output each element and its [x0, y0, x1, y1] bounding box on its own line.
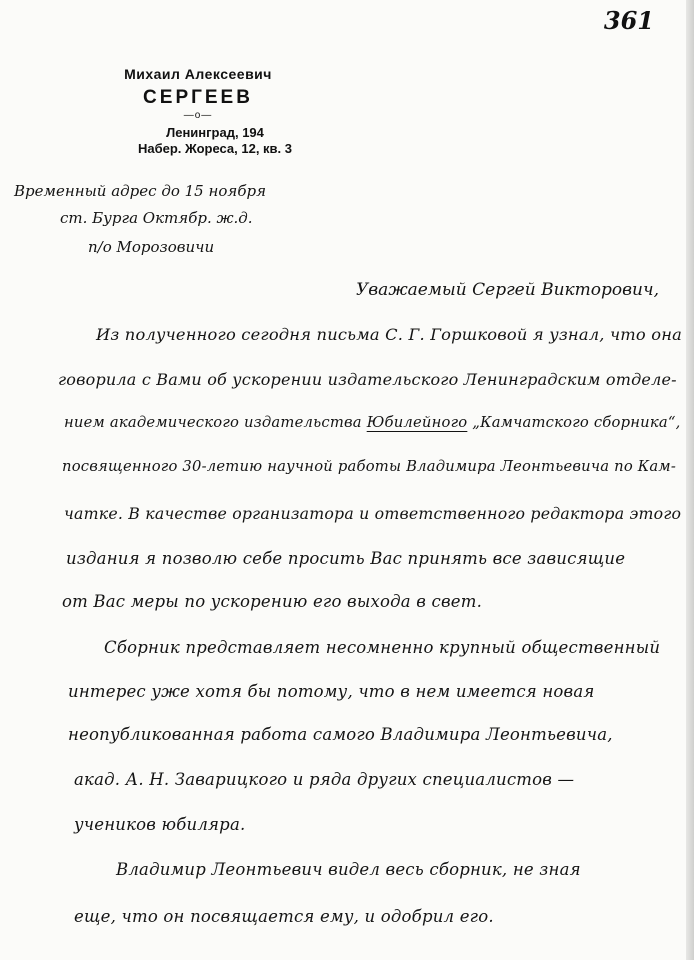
body-line-11: акад. А. Н. Заварицкого и ряда других специалистов — — [74, 770, 575, 789]
body-line-9: интерес уже хотя бы потому, что в нем имеется новая — [68, 682, 595, 701]
letterhead-street: Набер. Жореса, 12, кв. 3 — [137, 141, 293, 156]
body-line-8: Сборник представляет несомненно крупный общественный — [104, 638, 661, 657]
letterhead — [88, 66, 308, 157]
body-line-14: еще, что он посвящается ему, и одобрил его. — [74, 907, 494, 926]
body-line-3-start: нием академического издательства — [64, 414, 367, 431]
letterhead-address — [88, 125, 308, 157]
salutation: Уважаемый Сергей Викторович, — [356, 280, 659, 300]
temporary-address-line-1: Временный адрес до 15 ноября — [14, 182, 267, 200]
letterhead-name: Михаил Алексеевич — [124, 66, 272, 82]
temporary-address-line-2: ст. Бурга Октябр. ж.д. — [60, 209, 253, 227]
body-line-1: Из полученного сегодня письма С. Г. Горшковой я узнал, что она — [96, 325, 683, 344]
body-line-6: издания я позволю себе просить Вас принять все зависящие — [66, 549, 626, 568]
letterhead-surname: СЕРГЕЕВ — [143, 87, 253, 108]
body-line-7: от Вас меры по ускорению его выхода в свет. — [62, 592, 483, 611]
underlined-word: Юбилейного — [366, 414, 468, 431]
body-line-13: Владимир Леонтьевич видел весь сборник, не зная — [116, 860, 581, 879]
page-number: 361 — [603, 6, 654, 35]
body-line-4: посвященного 30-летию научной работы Владимира Леонтьевича по Кам- — [62, 458, 677, 475]
body-line-5: чатке. В качестве организатора и ответственного редактора этого — [64, 504, 682, 523]
body-line-2: говорила с Вами об ускорении издательского Ленинградским отделе- — [58, 370, 677, 389]
body-line-3 — [64, 414, 680, 431]
letterhead-ornament: —o— — [183, 110, 213, 121]
body-line-12: учеников юбиляра. — [74, 815, 246, 834]
scan-edge — [686, 0, 694, 960]
temporary-address-line-3: п/о Морозовичи — [88, 238, 215, 256]
letterhead-city: Ленинград, 194 — [166, 125, 264, 140]
body-line-10: неопубликованная работа самого Владимира Леонтьевича, — [68, 725, 613, 744]
body-line-3-end: „Камчатского сборника“, — [467, 414, 681, 431]
